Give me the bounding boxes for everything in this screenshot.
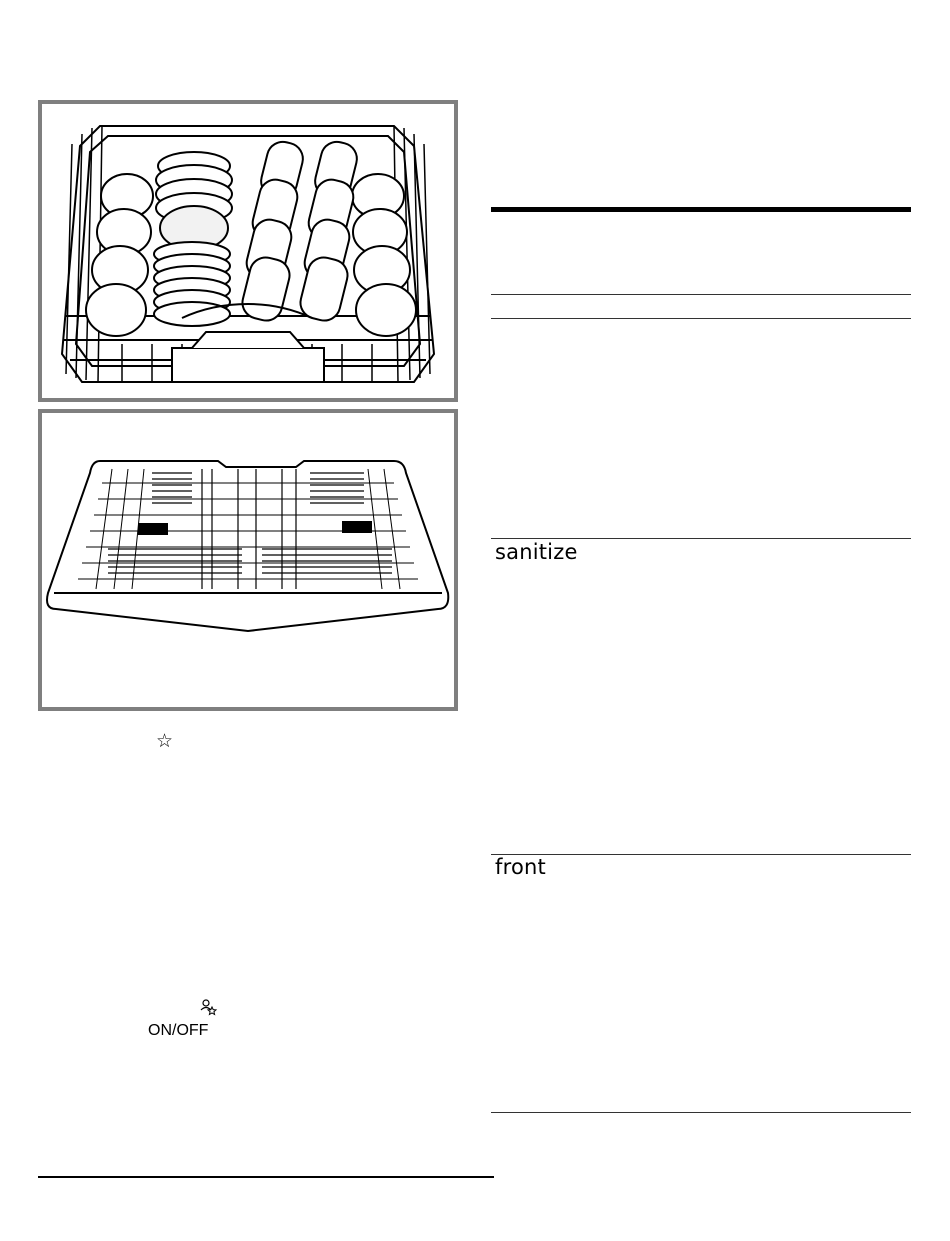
- person-star-icon: [200, 998, 218, 1020]
- divider-4: [491, 854, 911, 855]
- cutlery-tray-drawing: [42, 413, 454, 707]
- star-icon: ☆: [156, 730, 174, 752]
- upper-rack-figure: [38, 100, 458, 402]
- front-heading: front: [495, 855, 546, 879]
- on-off-label: ON/OFF: [148, 1022, 209, 1039]
- upper-rack-drawing: [42, 104, 454, 398]
- cutlery-tray-figure: [38, 409, 458, 711]
- footer-rule: [38, 1176, 494, 1178]
- divider-1: [491, 294, 911, 295]
- divider-3: [491, 538, 911, 539]
- divider-2: [491, 318, 911, 319]
- divider-5: [491, 1112, 911, 1113]
- section-top-rule: [491, 207, 911, 212]
- sanitize-heading: sanitize: [495, 540, 578, 564]
